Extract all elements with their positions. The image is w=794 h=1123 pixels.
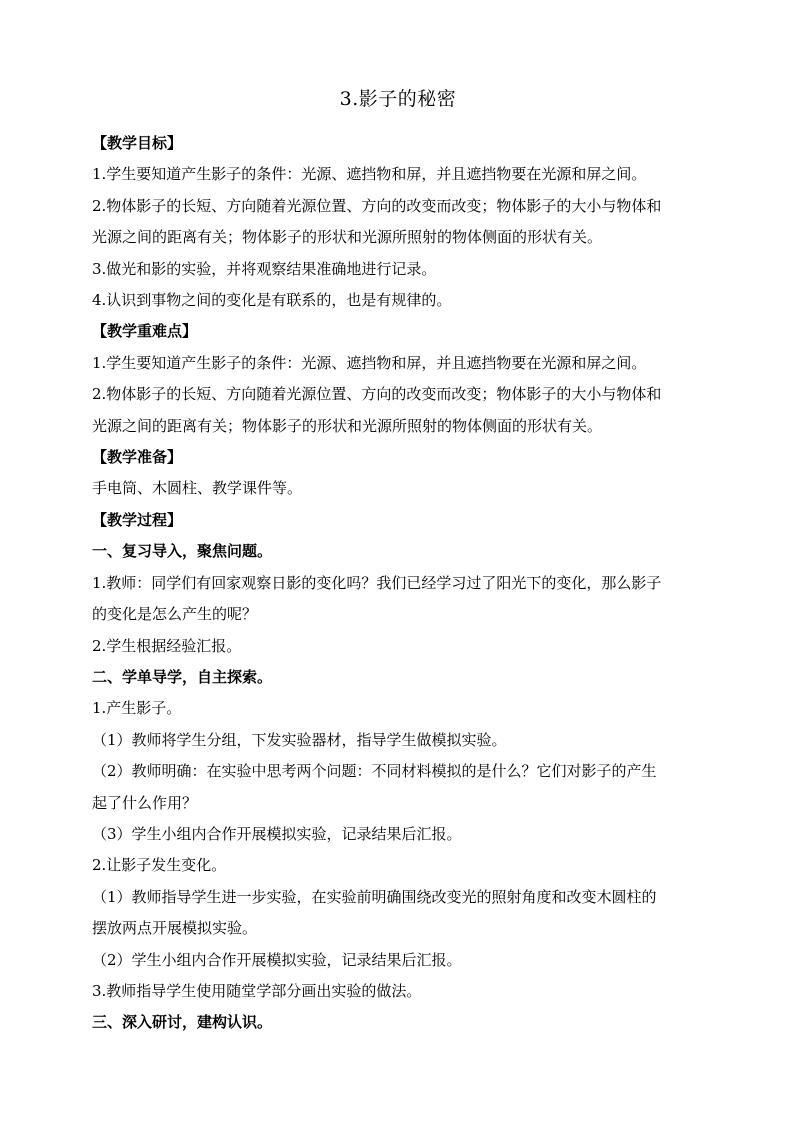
body-line: 摆放两点开展模拟实验。 [92,919,258,938]
body-line: 2.物体影子的长短、方向随着光源位置、方向的改变而改变；物体影子的大小与物体和 [92,196,662,215]
section-heading: 【教学重难点】 [92,322,198,341]
body-line: （2）学生小组内合作开展模拟实验，记录结果后汇报。 [92,950,462,969]
section-heading: 【教学目标】 [92,134,183,152]
body-line: 2.学生根据经验汇报。 [92,636,242,655]
body-line: 光源之间的距离有关；物体影子的形状和光源所照射的物体侧面的形状有关。 [92,228,603,247]
body-line: 手电筒、木圆柱、教学课件等。 [92,479,303,498]
document-lines [92,128,704,1039]
body-line: 3.做光和影的实验，并将观察结果准确地进行记录。 [92,259,437,278]
section-heading: 【教学过程】 [92,510,183,529]
body-line: （2）教师明确：在实验中思考两个问题：不同材料模拟的是什么？它们对影子的产生 [92,762,657,781]
section-heading: 三、深入研讨，建构认识。 [92,1013,273,1032]
body-line: 光源之间的距离有关；物体影子的形状和光源所照射的物体侧面的形状有关。 [92,416,603,435]
body-line: （1）教师指导学生进一步实验，在实验前明确围绕改变光的照射角度和改变木圆柱的 [92,887,657,906]
section-heading: 一、复习导入，聚焦问题。 [92,542,273,561]
body-line: （1）教师将学生分组，下发实验器材，指导学生做模拟实验。 [92,730,507,749]
section-heading: 【教学准备】 [92,448,183,467]
document-title: 3.影子的秘密 [339,88,457,110]
body-line: 1.教师：同学们有回家观察日影的变化吗？我们已经学习过了阳光下的变化，那么影子 [92,573,662,592]
body-line: 的变化是怎么产生的呢？ [92,605,258,624]
body-line: 2.物体影子的长短、方向随着光源位置、方向的改变而改变；物体影子的大小与物体和 [92,385,662,404]
body-line: 起了什么作用？ [92,793,198,812]
document-body [92,84,704,1039]
body-line: 3.教师指导学生使用随堂学部分画出实验的做法。 [92,981,422,1000]
section-heading: 二、学单导学，自主探索。 [92,667,273,686]
body-line: 4.认识到事物之间的变化是有联系的，也是有规律的。 [92,291,452,310]
body-line: 1.学生要知道产生影子的条件：光源、遮挡物和屏，并且遮挡物要在光源和屏之间。 [92,353,647,372]
body-line: 1.产生影子。 [92,699,182,718]
body-line: （3）学生小组内合作开展模拟实验，记录结果后汇报。 [92,824,462,843]
body-line: 2.让影子发生变化。 [92,856,227,875]
body-line: 1.学生要知道产生影子的条件：光源、遮挡物和屏，并且遮挡物要在光源和屏之间。 [92,165,647,184]
